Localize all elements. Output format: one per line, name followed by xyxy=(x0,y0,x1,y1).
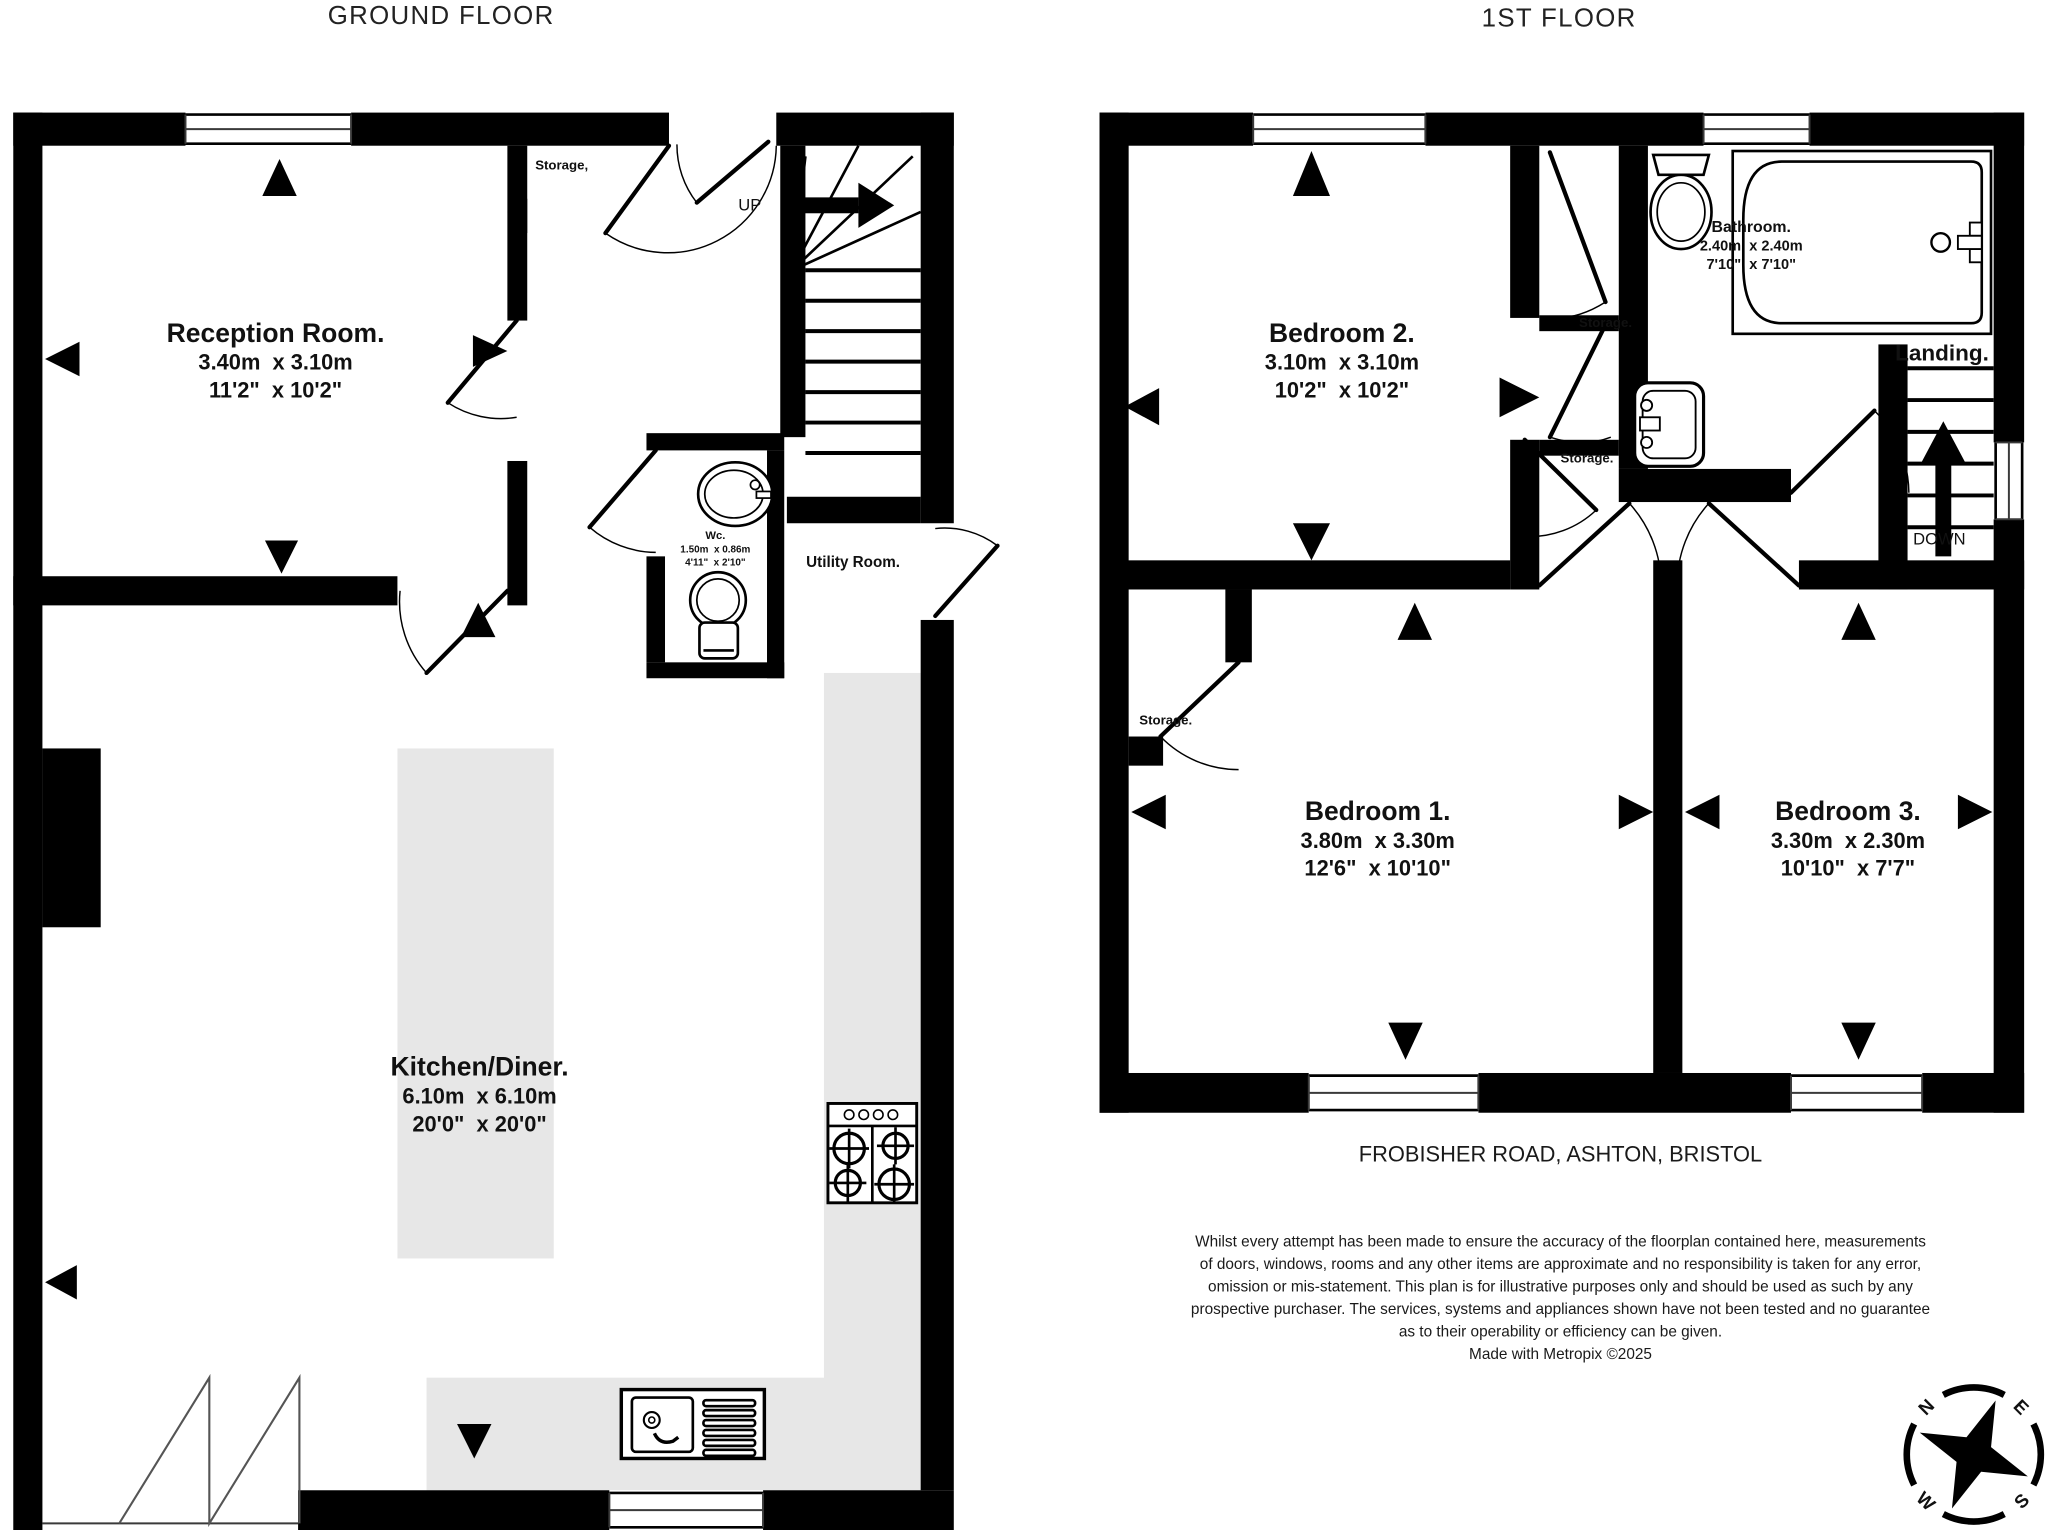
toilet-icon xyxy=(690,572,746,658)
direction-arrow-icon xyxy=(1685,795,1719,829)
wc-sink-icon xyxy=(698,462,772,526)
wc-imperial: 4'11" x 2'10" xyxy=(685,557,746,569)
credit-line: Made with Metropix ©2025 xyxy=(1469,1346,1652,1364)
storage-closet-doors xyxy=(1547,152,1611,442)
first-floor-title: 1ST FLOOR xyxy=(1481,4,1637,33)
bedroom3-name: Bedroom 3. xyxy=(1775,795,1921,826)
direction-arrow-icon xyxy=(1293,151,1330,196)
compass-west: W xyxy=(1912,1487,1940,1515)
kitchen-counter-right xyxy=(824,673,921,1490)
reception-window xyxy=(185,113,351,146)
landing-window xyxy=(1994,442,2024,519)
down-label: DOWN xyxy=(1913,529,1966,549)
direction-arrow-icon xyxy=(262,159,296,196)
wc-name: Wc. xyxy=(705,530,726,543)
footer xyxy=(1191,1142,2048,1530)
disclaimer-line: omission or mis-statement. This plan is for illustrative purposes only and should be used as such by any xyxy=(1208,1278,1913,1296)
direction-arrow-icon xyxy=(1398,603,1432,640)
direction-arrow-icon xyxy=(1841,1023,1875,1060)
chimney-breast xyxy=(42,748,100,927)
direction-arrow-icon xyxy=(1293,523,1330,560)
bedroom3-window xyxy=(1791,1073,1922,1113)
hob-icon xyxy=(828,1103,917,1202)
direction-arrow-icon xyxy=(1131,795,1165,829)
kitchen-diner-imperial: 20'0" x 20'0" xyxy=(412,1111,547,1137)
landing-label: Landing. xyxy=(1895,340,1989,366)
kitchen-diner-name: Kitchen/Diner. xyxy=(390,1051,569,1082)
bathroom-metric: 2.40m x 2.40m xyxy=(1699,238,1803,255)
compass-rose-icon xyxy=(1898,1379,2048,1530)
direction-arrow-icon xyxy=(45,1265,77,1299)
kitchen-diner-metric: 6.10m x 6.10m xyxy=(402,1083,557,1109)
bathroom-window xyxy=(1704,113,1810,146)
bedroom1-metric: 3.80m x 3.30m xyxy=(1300,827,1455,853)
up-label: UP xyxy=(738,195,762,215)
storage-label-2: Storage. xyxy=(1560,450,1614,466)
kitchen-island xyxy=(397,748,553,1258)
storage-label-3: Storage. xyxy=(1139,712,1193,728)
direction-arrow-icon xyxy=(45,342,79,376)
bedroom3-door xyxy=(1677,503,1799,585)
utility-external-door xyxy=(935,528,997,616)
bedroom2-imperial: 10'2" x 10'2" xyxy=(1274,377,1410,403)
ground-storage-label: Storage, xyxy=(535,157,589,173)
bathroom-sink-icon xyxy=(1635,383,1704,466)
wc-metric: 1.50m x 0.86m xyxy=(680,544,751,556)
reception-room-metric: 3.40m x 3.10m xyxy=(198,349,353,375)
wc-door xyxy=(590,450,656,552)
bedroom1-name: Bedroom 1. xyxy=(1304,795,1451,826)
bedroom2-window xyxy=(1253,113,1425,146)
property-address: FROBISHER ROAD, ASHTON, BRISTOL xyxy=(1358,1141,1763,1167)
bathroom-toilet-icon xyxy=(1651,155,1712,249)
staircase-up xyxy=(792,146,920,453)
bedroom1-door xyxy=(1539,503,1661,585)
kitchen-window xyxy=(609,1490,763,1530)
reception-room-name: Reception Room. xyxy=(166,317,385,348)
bedroom3-metric: 3.30m x 2.30m xyxy=(1770,827,1926,853)
reception-door xyxy=(448,321,517,419)
disclaimer-text xyxy=(1191,1234,1930,1364)
direction-arrow-icon xyxy=(1841,603,1875,640)
compass-north: N xyxy=(1914,1394,1939,1420)
hall-door xyxy=(677,142,768,203)
bathroom-imperial: 7'10" x 7'10" xyxy=(1706,256,1797,273)
bedroom2-metric: 3.10m x 3.10m xyxy=(1264,349,1420,375)
disclaimer-line: prospective purchaser. The services, systems and appliances shown have not been tested and no guarantee xyxy=(1190,1301,1931,1319)
direction-arrow-icon xyxy=(1958,795,1992,829)
ground-floor-plan xyxy=(13,113,997,1530)
direction-arrow-icon xyxy=(265,540,298,573)
storage-label-1: Storage. xyxy=(1579,315,1633,331)
compass-south: S xyxy=(2009,1489,2034,1513)
direction-arrow-icon xyxy=(1500,378,1540,418)
bedroom2-name: Bedroom 2. xyxy=(1269,317,1415,348)
disclaimer-line: Whilst every attempt has been made to ensure the accuracy of the floorplan contained here, measurements xyxy=(1195,1233,1926,1251)
bathroom-name: Bathroom. xyxy=(1711,218,1791,236)
reception-room-imperial: 11'2" x 10'2" xyxy=(208,377,343,403)
bifold-doors xyxy=(42,1378,299,1524)
direction-arrow-icon xyxy=(1388,1023,1422,1060)
bathroom-fixtures xyxy=(1635,151,1991,466)
bedroom1-imperial: 12'6" x 10'10" xyxy=(1304,855,1451,881)
direction-arrow-icon xyxy=(1619,795,1653,829)
utility-room-label: Utility Room. xyxy=(806,553,901,571)
staircase-down xyxy=(1908,368,1994,556)
ground-floor-title: GROUND FLOOR xyxy=(327,1,555,30)
disclaimer-line: as to their operability or efficiency can be given. xyxy=(1398,1323,1723,1341)
first-floor-plan xyxy=(1100,113,2025,1113)
bedroom3-imperial: 10'10" x 7'7" xyxy=(1780,855,1916,881)
compass-east: E xyxy=(2009,1395,2034,1419)
disclaimer-line: of doors, windows, rooms and any other items are approximate and no responsibility is taken for any error, xyxy=(1199,1256,1922,1274)
kitchen-sink-icon xyxy=(621,1390,764,1459)
bedroom1-window xyxy=(1309,1073,1479,1113)
direction-arrow-icon xyxy=(1125,388,1159,425)
